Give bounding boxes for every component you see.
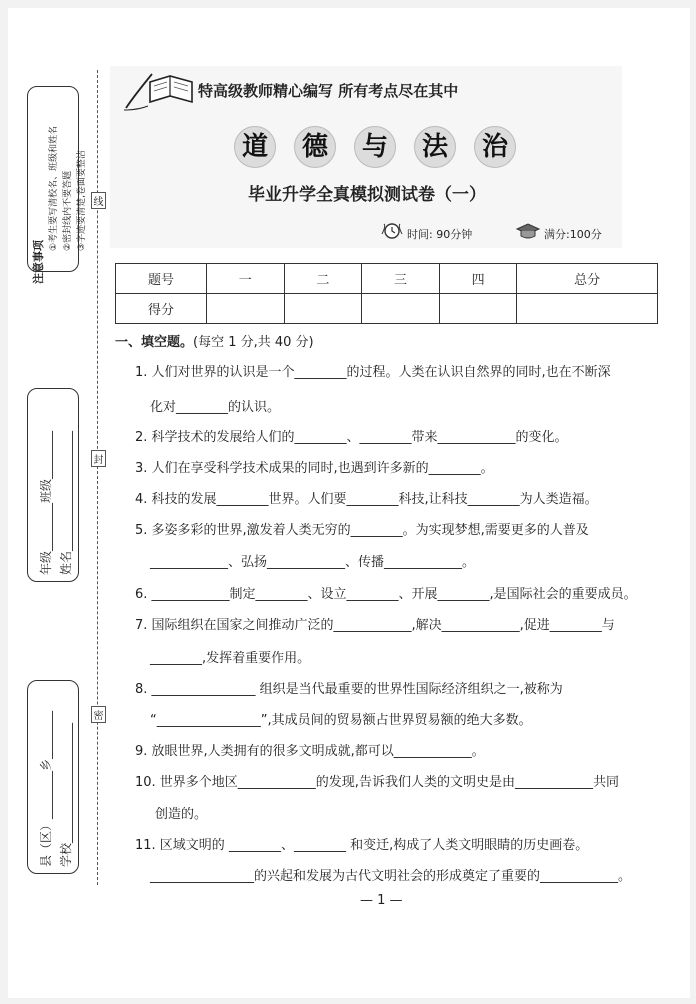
full-score-info: 满分:100分	[544, 228, 602, 241]
seal-mark: 密	[91, 706, 106, 723]
question-line: 4. 科技的发展________世界。人们要________科技,让科技________为人类造福。	[135, 492, 598, 507]
score-cell[interactable]	[284, 294, 362, 324]
notice-item: ③字迹要清楚,卷面要整洁	[77, 150, 87, 251]
subject-char: 与	[354, 126, 396, 168]
table-header-cell: 四	[439, 264, 517, 294]
table-header-cell: 一	[207, 264, 285, 294]
score-table	[115, 263, 658, 324]
question-line: 11. 区域文明的 ________、________ 和变迁,构成了人类文明眼睛的历史画卷。	[135, 838, 589, 853]
question-line: ________________的兴起和发展为古代文明社会的形成奠定了重要的____________。	[150, 869, 632, 884]
row-label-cell: 得分	[116, 294, 207, 324]
grade-class-field[interactable]: 年级________班级________	[39, 430, 53, 575]
question-line: 7. 国际组织在国家之间推动广泛的____________,解决____________,促进________与	[135, 618, 615, 633]
question-line: ____________、弘扬____________、传播____________。	[150, 555, 476, 570]
graduation-cap-icon	[515, 222, 541, 240]
score-cell[interactable]	[439, 294, 517, 324]
notice-title: 注意事项	[32, 240, 45, 284]
slogan: 特高级教师精心编写 所有考点尽在其中	[198, 82, 459, 100]
subject-char: 治	[474, 126, 516, 168]
subject-char: 道	[234, 126, 276, 168]
question-line: 化对________的认识。	[150, 400, 281, 415]
section-title: 一、填空题。	[115, 335, 194, 350]
clock-icon	[380, 222, 404, 240]
score-cell[interactable]	[207, 294, 285, 324]
notice-item: ①考生要写清校名、班级和姓名	[49, 125, 59, 251]
subject-char: 德	[294, 126, 336, 168]
subject-char: 法	[414, 126, 456, 168]
question-line: 6. ____________制定________、设立________、开展________,是国际社会的重要成员。	[135, 587, 637, 602]
seal-mark: 封	[91, 450, 106, 467]
table-header-cell: 题号	[116, 264, 207, 294]
question-line: 创造的。	[155, 807, 208, 822]
book-pen-icon	[122, 70, 196, 112]
section-note: (每空 1 分,共 40 分)	[193, 335, 314, 350]
score-cell[interactable]	[517, 294, 658, 324]
question-line: 10. 世界多个地区____________的发现,告诉我们人类的文明史是由____________共同	[135, 775, 619, 790]
table-header-cell: 二	[284, 264, 362, 294]
question-line: 3. 人们在享受科学技术成果的同时,也遇到许多新的________。	[135, 461, 494, 476]
exam-title: 毕业升学全真模拟测试卷（一）	[248, 185, 486, 205]
question-line: “________________”,其成员间的贸易额占世界贸易额的绝大多数。	[150, 713, 532, 728]
score-cell[interactable]	[362, 294, 440, 324]
student-name-field[interactable]: 姓名____________________	[59, 430, 73, 575]
school-field[interactable]: 学校____________________	[59, 722, 73, 867]
page-number: — 1 —	[360, 893, 403, 908]
county-field[interactable]: 县（区）________乡________	[39, 710, 53, 867]
notice-item: ②密封线内不要答题	[63, 170, 73, 251]
table-header-cell: 总分	[517, 264, 658, 294]
question-line: 1. 人们对世界的认识是一个________的过程。人类在认识自然界的同时,也在不断深	[135, 365, 611, 380]
seal-mark: 线	[91, 192, 106, 209]
question-line: 2. 科学技术的发展给人们的________、________带来____________的变化。	[135, 430, 568, 445]
table-row	[116, 294, 658, 324]
table-header-cell: 三	[362, 264, 440, 294]
question-line: 8. ________________ 组织是当代最重要的世界性国际经济组织之一,被称为	[135, 682, 563, 697]
question-line: 5. 多姿多彩的世界,激发着人类无穷的________。为实现梦想,需要更多的人普及	[135, 523, 589, 538]
question-line: ________,发挥着重要作用。	[150, 651, 311, 666]
table-row	[116, 264, 658, 294]
question-line: 9. 放眼世界,人类拥有的很多文明成就,都可以____________。	[135, 744, 485, 759]
time-info: 时间: 90分钟	[407, 228, 473, 241]
section-heading	[115, 331, 314, 350]
